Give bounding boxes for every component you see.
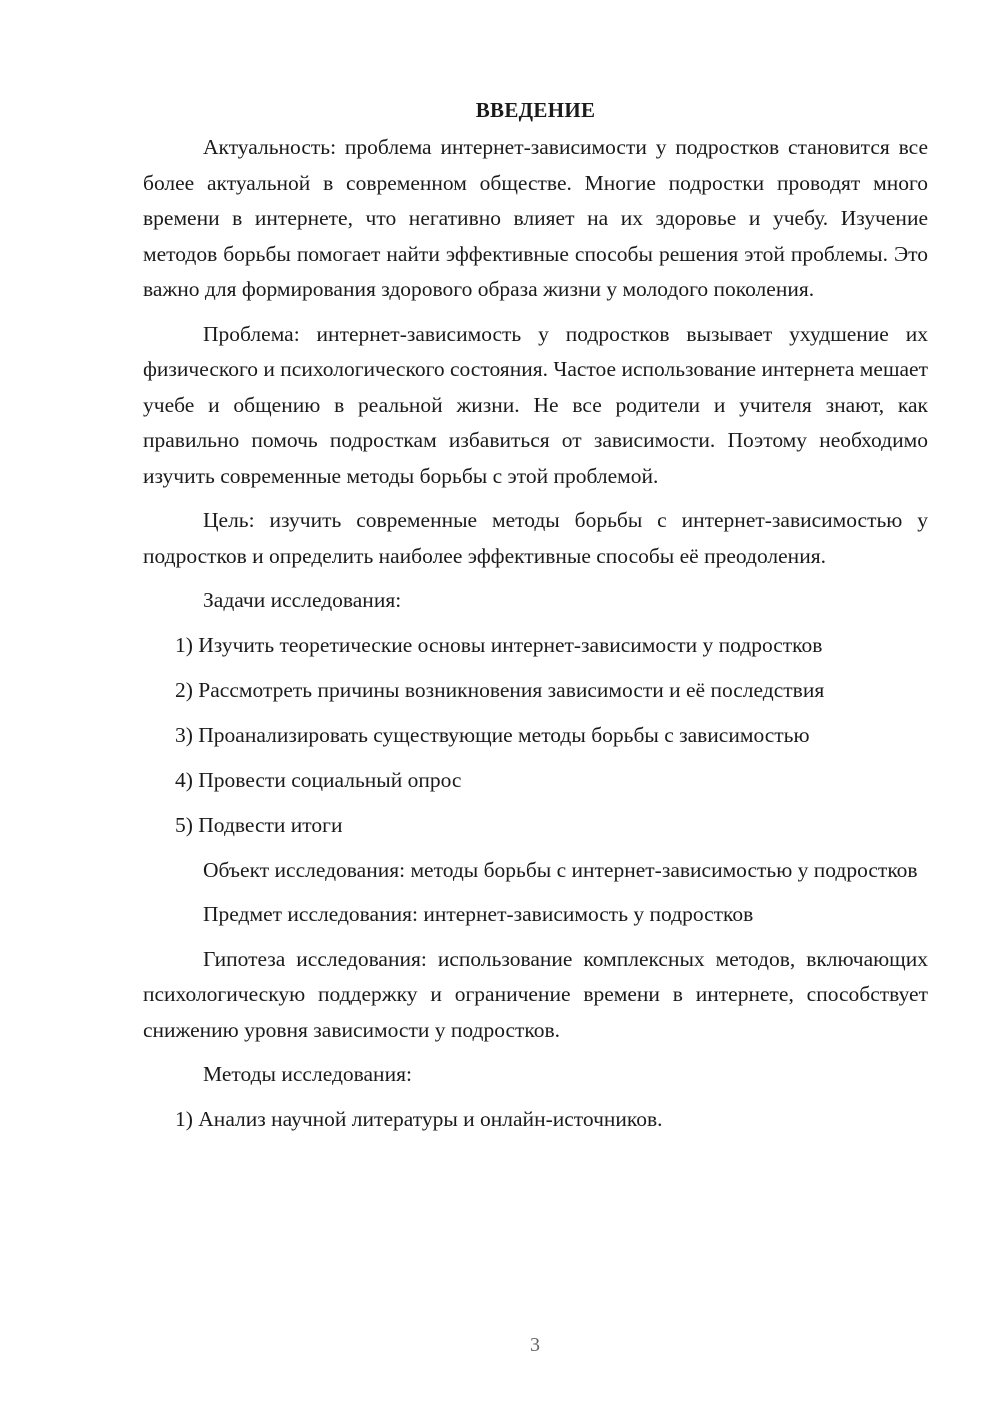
methods-heading: Методы исследования: xyxy=(203,1062,412,1086)
problem-paragraph: Проблема: интернет-зависимость у подростков вызывает ухудшение их физического и психологического состояния. Частое использование интернета мешает учебе и общению в реальной жизни. Не все родители и учителя знают, как правильно помочь подросткам избавиться от зависимости. Поэтому необходимо изучить современные методы борьбы с этой проблемой. xyxy=(143,321,928,488)
hypothesis-paragraph: Гипотеза исследования: использование комплексных методов, включающих психологическую поддержку и ограничение времени в интернете, способствует снижению уровня зависимости у подростков. xyxy=(143,946,928,1042)
subject-paragraph: Предмет исследования: интернет-зависимость у подростков xyxy=(203,902,754,926)
relevance-paragraph: Актуальность: проблема интернет-зависимости у подростков становится все более актуальной в современном обществе. Многие подростки проводят много времени в интернете, что негативно влияет на их здоровье и учебу. Изучение методов борьбы помогает найти эффективные способы решения этой проблемы. Это важно для формирования здорового образа жизни у молодого поколения. xyxy=(143,135,928,301)
task-item: 5) Подвести итоги xyxy=(175,812,343,837)
page-number: 3 xyxy=(530,1334,540,1356)
task-item: 3) Проанализировать существующие методы борьбы с зависимостью xyxy=(175,722,810,747)
document-page xyxy=(143,95,928,1147)
method-item: 1) Анализ научной литературы и онлайн-источников. xyxy=(175,1106,663,1131)
task-item: 2) Рассмотреть причины возникновения зависимости и её последствия xyxy=(175,677,825,702)
object-paragraph: Объект исследования: методы борьбы с интернет-зависимостью у подростков xyxy=(203,857,918,882)
goal-paragraph: Цель: изучить современные методы борьбы с интернет-зависимостью у подростков и определить наиболее эффективные способы её преодоления. xyxy=(143,508,928,568)
methods-list xyxy=(143,1102,928,1138)
tasks-list xyxy=(143,628,928,844)
task-item: 4) Провести социальный опрос xyxy=(175,767,462,792)
section-title: ВВЕДЕНИЕ xyxy=(475,98,596,122)
tasks-heading: Задачи исследования: xyxy=(203,588,402,612)
task-item: 1) Изучить теоретические основы интернет-зависимости у подростков xyxy=(175,632,823,657)
